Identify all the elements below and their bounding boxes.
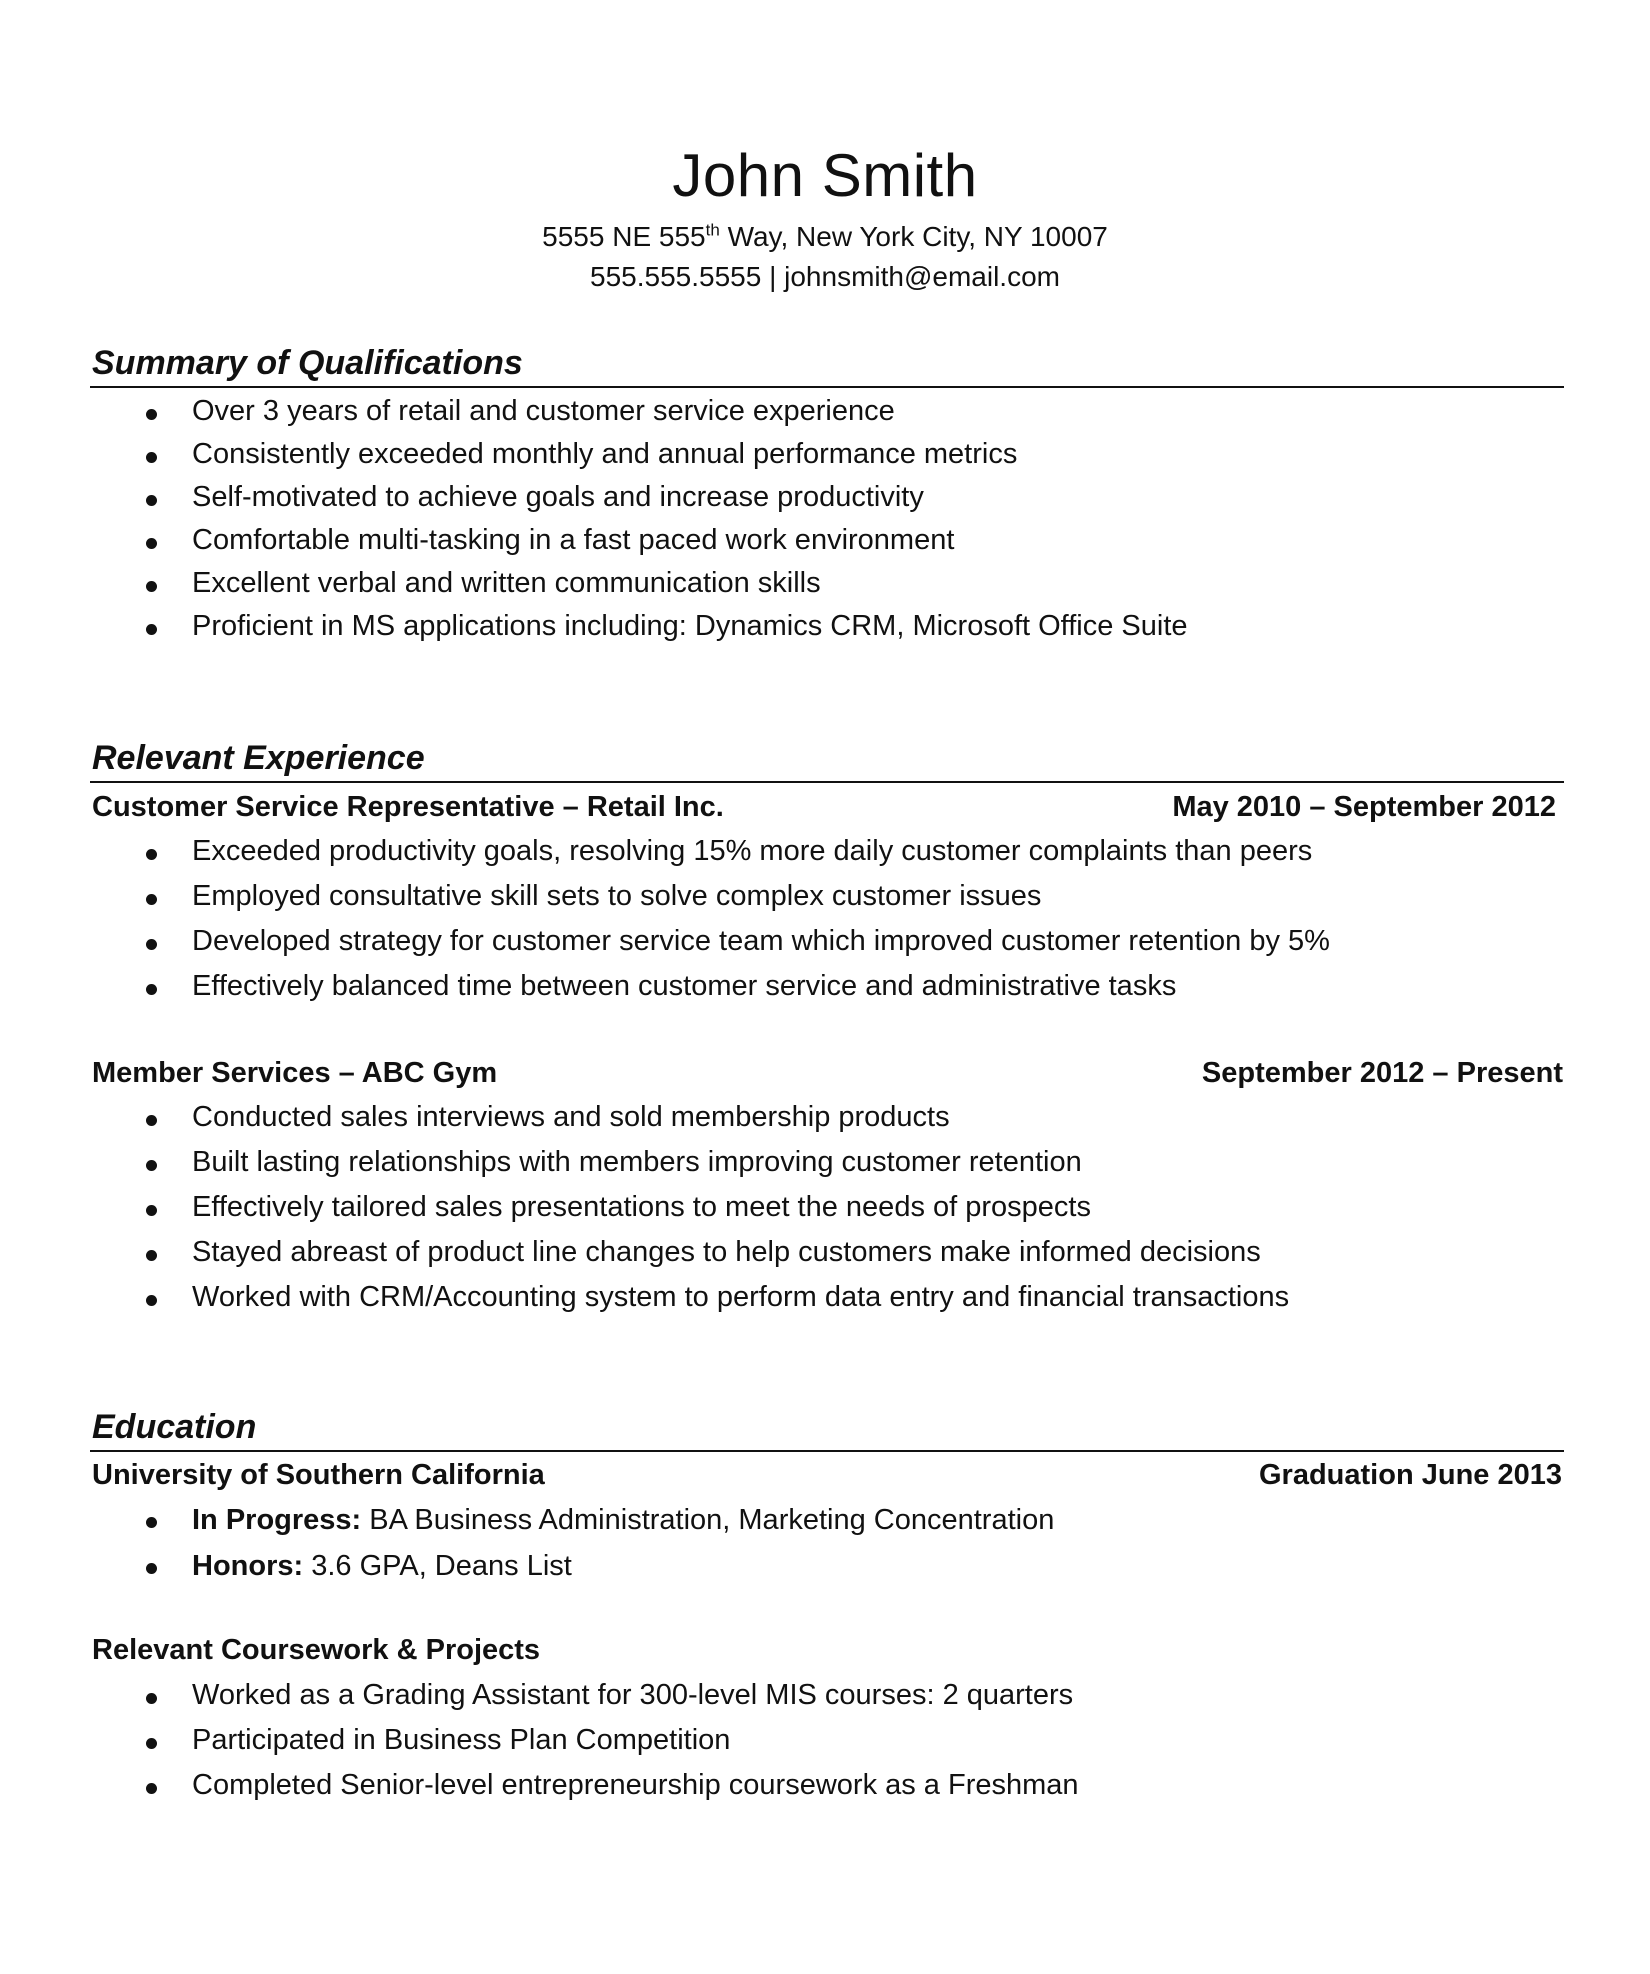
graduation-date: Graduation June 2013 — [1259, 1459, 1562, 1491]
section-divider — [90, 386, 1564, 388]
list-item — [0, 1543, 1540, 1589]
address-superscript: th — [705, 220, 720, 240]
list-item: Developed strategy for customer service team which improved customer retention by 5% — [0, 919, 1540, 964]
item-text: BA Business Administration, Marketing Concentration — [361, 1504, 1055, 1536]
list-item: Excellent verbal and written communication skills — [0, 562, 1540, 605]
summary-list — [0, 390, 1540, 648]
list-item: Completed Senior-level entrepreneurship coursework as a Freshman — [0, 1763, 1540, 1808]
list-item: Over 3 years of retail and customer service experience — [0, 390, 1540, 433]
list-item — [0, 1497, 1540, 1543]
address-rest: Way, New York City, NY 10007 — [719, 221, 1108, 252]
item-text: 3.6 GPA, Deans List — [303, 1550, 572, 1582]
list-item: Participated in Business Plan Competition — [0, 1718, 1540, 1763]
job-duties-list — [0, 829, 1540, 1009]
section-divider — [90, 1450, 1564, 1452]
coursework-title: Relevant Coursework & Projects — [92, 1634, 541, 1666]
contact-phone-email — [0, 260, 1650, 294]
job-title: Customer Service Representative – Retail Inc. — [92, 791, 724, 823]
contact-email: johnsmith@email.com — [784, 261, 1060, 292]
list-item: Built lasting relationships with members improving customer retention — [0, 1140, 1540, 1185]
list-item: Effectively tailored sales presentations to meet the needs of prospects — [0, 1185, 1540, 1230]
section-divider — [90, 781, 1564, 783]
section-title-experience: Relevant Experience — [92, 739, 425, 777]
job-title: Member Services – ABC Gym — [92, 1057, 498, 1089]
resume-name: John Smith — [672, 142, 978, 209]
section-title-summary: Summary of Qualifications — [92, 344, 523, 382]
list-item: Worked with CRM/Accounting system to perform data entry and financial transactions — [0, 1275, 1540, 1320]
job-dates: May 2010 – September 2012 — [1172, 791, 1556, 823]
list-item: Employed consultative skill sets to solve complex customer issues — [0, 874, 1540, 919]
item-label: Honors: — [192, 1550, 304, 1582]
list-item: Exceeded productivity goals, resolving 15% more daily customer complaints than peers — [0, 829, 1540, 874]
list-item: Worked as a Grading Assistant for 300-level MIS courses: 2 quarters — [0, 1673, 1540, 1718]
list-item: Effectively balanced time between customer service and administrative tasks — [0, 964, 1540, 1009]
job-dates: September 2012 – Present — [1201, 1057, 1563, 1089]
contact-separator: | — [761, 261, 785, 292]
contact-address — [0, 220, 1650, 254]
list-item: Stayed abreast of product line changes to help customers make informed decisions — [0, 1230, 1540, 1275]
contact-phone: 555.555.5555 — [590, 261, 762, 292]
item-label: In Progress: — [192, 1504, 362, 1536]
list-item: Consistently exceeded monthly and annual performance metrics — [0, 433, 1540, 476]
section-title-education: Education — [92, 1408, 257, 1446]
address-main: 5555 NE 555 — [542, 221, 706, 252]
list-item: Comfortable multi-tasking in a fast paced work environment — [0, 519, 1540, 562]
coursework-list — [0, 1673, 1540, 1808]
list-item: Self-motivated to achieve goals and increase productivity — [0, 476, 1540, 519]
job-duties-list — [0, 1095, 1540, 1320]
list-item: Conducted sales interviews and sold membership products — [0, 1095, 1540, 1140]
education-list — [0, 1497, 1540, 1589]
list-item: Proficient in MS applications including: Dynamics CRM, Microsoft Office Suite — [0, 605, 1540, 648]
school-name: University of Southern California — [92, 1459, 545, 1491]
